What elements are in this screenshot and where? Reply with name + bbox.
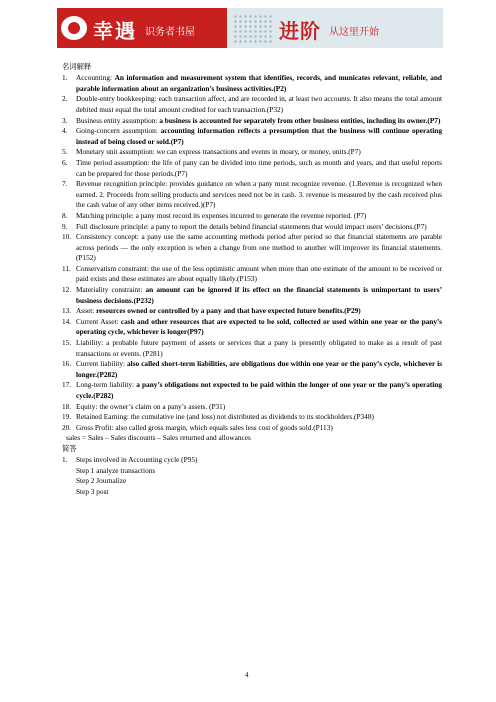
term-definition: the use of the less optimistic amount when more than one estimate of the amount to be received or paid exists and these estimates are about equally likely.(P153) [76,263,442,284]
term-number: 19. [62,412,72,422]
term-name: Gross Profit: [76,422,116,432]
term-number: 13. [62,306,72,316]
header-banner [57,8,443,48]
term-number: 12. [62,285,72,295]
term-number: 10. [62,232,72,242]
term-name: Equity: [76,401,100,411]
term-item [62,285,442,306]
term-item [62,412,442,423]
term-item [62,147,442,158]
banner-subtitle-right: 从这里开始 [329,27,379,38]
step-line: Step 2 Journalize [76,476,127,486]
term-item [62,126,442,147]
banner-subtitle-left: 识务者书屋 [145,27,195,38]
term-definition: we can express transactions and events in moary, or money, units.(P7) [156,147,361,157]
term-item [62,402,442,413]
step-line: Step 3 post [76,486,109,496]
sales-formula: sales = Sales – Sales discounts – Sales returned and allowances [66,433,251,443]
term-definition: a pany use the same accounting methods period after period so that financial statements are parable across periods — the only exception is when a change from one method to another will improver its financial statements.(P152) [76,232,442,263]
term-definition: accounting information reflects a presumption that the business will continue operating instead of being closed or sold.(P7) [76,126,442,146]
term-item [62,116,442,127]
term-definition: a pany to report the details behind financial statements that would impact users’ decisions.(P7) [150,221,427,231]
term-item [62,158,442,179]
term-number: 1. [62,73,68,83]
term-definition: provides guidance on when a pany must recognize revenue. (1.Revenue is recognized when earned. 2. Proceeds from selling products and services need not be in cash. 3. revenue is measured by the cash received plus the cash value of any other items received.)(P7) [76,179,442,210]
term-name: Business entity assumption: [76,115,160,125]
term-definition: a business is accounted for separately from other business entities, including its owner.(P7) [159,115,441,125]
term-definition: the life of pany can be divided into time periods, such as month and years, and that useful reports can be prepared for those periods.(P7) [76,157,442,178]
term-item [62,423,442,434]
term-definition: a pany’s obligations not expected to be paid within the longer of one year or the pany’s operating cycle.(P282) [76,380,442,400]
term-name: Matching principle: [76,210,136,220]
term-definition: each transaction affect, and are recorded in, at least two accounts. It also means the total amount debited must equal the total amount credited for each transaction.(P32) [76,94,442,114]
term-name: Double-entry bookkeeping: [76,94,159,104]
term-definition: resources owned or controlled by a pany and that have expected future benefits.(P29) [96,306,361,316]
term-definition: the cumulative ine (and loss) not distributed as dividends to its stockholders.(P348) [130,412,374,422]
term-definition: a pany must record its expenses incurred to generate the revenue reported. (P7) [135,210,367,220]
step-line: Step 1 analyze transactions [76,465,156,475]
term-item [62,211,442,222]
term-item [62,73,442,94]
term-number: 17. [62,380,72,390]
term-number: 5. [62,147,68,157]
term-number: 11. [62,263,71,273]
term-number: 18. [62,401,72,411]
banner-title-right: 进阶 [279,19,321,43]
question-item [62,455,442,466]
term-number: 9. [62,221,68,231]
term-number: 6. [62,157,68,167]
section-title-short-answer: 简答 [62,443,77,453]
term-number: 14. [62,316,72,326]
term-name: Materiality constraint: [76,285,146,295]
term-name: Time period assumption: [76,157,152,167]
term-name: Current liability: [76,359,128,369]
term-name: Current Asset: [76,316,121,326]
term-definition: also called gross margin, which equals sales less cost of goods sold.(P113) [115,422,333,432]
term-definition: cash and other resources that are expected to be sold, collected or used within one year or the pany’s operating cycle, whichever is longer(P97) [76,316,442,337]
term-name: Revenue recognition principle: [76,179,170,189]
term-name: Monetary unit assumption: [76,147,157,157]
document-body [62,62,442,498]
term-item [62,338,442,359]
term-name: Conservatism constraint: [76,263,152,273]
term-name: Long-term liability: [76,380,137,390]
term-name: Liability: [76,338,107,348]
term-item [62,380,442,401]
term-name: Full disclosure principle: [76,221,151,231]
term-definition: An information and measurement system that identifies, records, and municates relevant, reliable, and parable information about an organization’s business activities.(P2) [76,73,442,93]
term-item [62,94,442,115]
term-item [62,264,442,285]
term-number: 15. [62,338,72,348]
banner-logo-icon [61,16,87,40]
banner-dot-pattern [233,14,273,44]
term-item [62,179,442,211]
term-name: Consistency concept: [76,232,142,242]
term-item [62,222,442,233]
term-number: 8. [62,210,68,220]
term-list [62,73,442,433]
term-definition: the owner’s claim on a pany’s assets. (P31) [99,401,226,411]
term-number: 7. [62,179,68,189]
term-definition: an amount can be ignored if its effect on the financial statements is unimportant to users’ business decisions.(P232) [76,285,442,305]
section-title-definitions: 名词解释 [62,62,92,71]
term-definition: also called short-term liabilities, are obligations due within one year or the pany’s cycle, whichever is longer.(P282) [76,359,442,379]
term-number: 2. [62,94,68,104]
term-name: Retained Earning: [76,412,131,422]
term-number: 16. [62,359,72,369]
question-title: Steps involved in Accounting cycle (P95) [76,455,198,465]
term-item [62,317,442,338]
term-item [62,306,442,317]
term-item [62,232,442,264]
term-name: Asset: [76,306,97,316]
term-name: Accounting: [76,73,115,83]
term-number: 3. [62,115,68,125]
term-item [62,359,442,380]
term-number: 20. [62,422,72,432]
term-number: 4. [62,126,68,136]
question-number: 1. [62,455,68,465]
term-definition: a probable future payment of assets or services that a pany is presently obligated to make as a result of past transactions or events. (P281) [76,338,443,358]
banner-title-left: 幸遇 [93,19,137,43]
term-name: Going-concern assumption: [76,126,161,136]
page-number: 4 [245,671,249,679]
